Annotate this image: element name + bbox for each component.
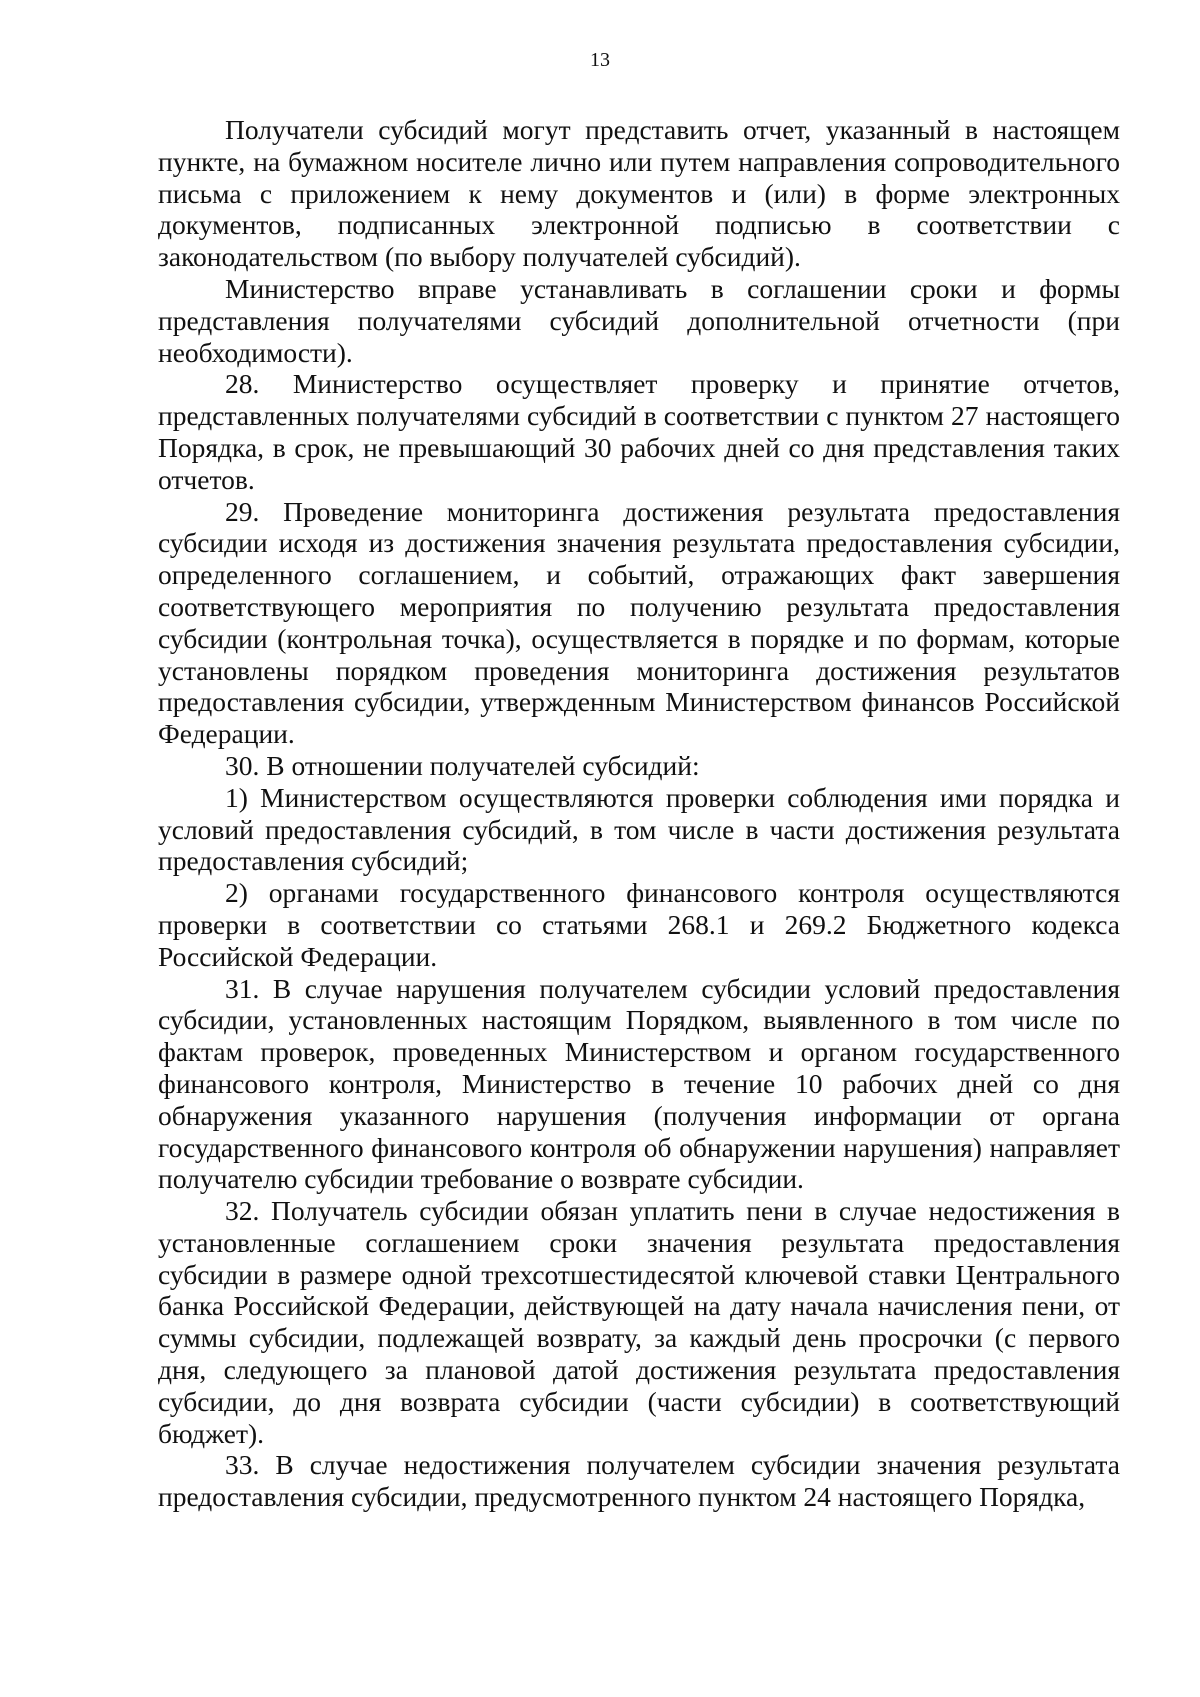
paragraph-item-30-2: 2) органами государственного финансового контроля осуществляются проверки в соответствии со статьями 268.1 и 269.2 Бюджетного кодекса Российской Федерации. [158, 877, 1120, 972]
paragraph-item-29: 29. Проведение мониторинга достижения результата предоставления субсидии исходя из достижения значения результата предоставления субсидии, определенного соглашением, и событий, отражающих факт завершения соответствующего мероприятия по получению результата предоставления субсидии (контрольная точка), осуществляется в порядке и по формам, которые установлены порядком проведения мониторинга достижения результатов предоставления субсидии, утвержденным Министерством финансов Российской Федерации. [158, 495, 1120, 750]
paragraph-item-31: 31. В случае нарушения получателем субсидии условий предоставления субсидии, установленных настоящим Порядком, выявленного в том числе по фактам проверок, проведенных Министерством и органом государственного финансового контроля, Министерство в течение 10 рабочих дней со дня обнаружения указанного нарушения (получения информации от органа государственного финансового контроля об обнаружении нарушения) направляет получателю субсидии требование о возврате субсидии. [158, 972, 1120, 1195]
paragraph-item-32: 32. Получатель субсидии обязан уплатить пени в случае недостижения в установленные соглашением сроки значения результата предоставления субсидии в размере одной трехсотшестидесятой ключевой ставки Центрального банка Российской Федерации, действующей на дату начала начисления пени, от суммы субсидии, подлежащей возврату, за каждый день просрочки (с первого дня, следующего за плановой датой достижения результата предоставления субсидии, до дня возврата субсидии (части субсидии) в соответствующий бюджет). [158, 1195, 1120, 1449]
paragraph-item-30-1: 1) Министерством осуществляются проверки соблюдения ими порядка и условий предоставления субсидий, в том числе в части достижения результата предоставления субсидий; [158, 781, 1120, 877]
paragraph-item-30: 30. В отношении получателей субсидий: [225, 749, 700, 781]
paragraph-additional-reporting: Министерство вправе устанавливать в соглашении сроки и формы представления получателями субсидий дополнительной отчетности (при необходимости). [158, 272, 1120, 368]
page-number: 13 [590, 49, 610, 71]
paragraph-report-submission: Получатели субсидий могут представить отчет, указанный в настоящем пункте, на бумажном носителе лично или путем направления сопроводительного письма с приложением к нему документов и (или) в форме электронных документов, подписанных электронной подписью в соответствии с законодательством (по выбору получателей субсидий). [158, 114, 1120, 273]
paragraph-item-33: 33. В случае недостижения получателем субсидии значения результата предоставления субсидии, предусмотренного пунктом 24 настоящего Порядка, [158, 1449, 1120, 1513]
document-body [158, 114, 1120, 1513]
paragraph-item-28: 28. Министерство осуществляет проверку и принятие отчетов, представленных получателями субсидий в соответствии с пунктом 27 настоящего Порядка, в срок, не превышающий 30 рабочих дней со дня представления таких отчетов. [158, 368, 1120, 495]
